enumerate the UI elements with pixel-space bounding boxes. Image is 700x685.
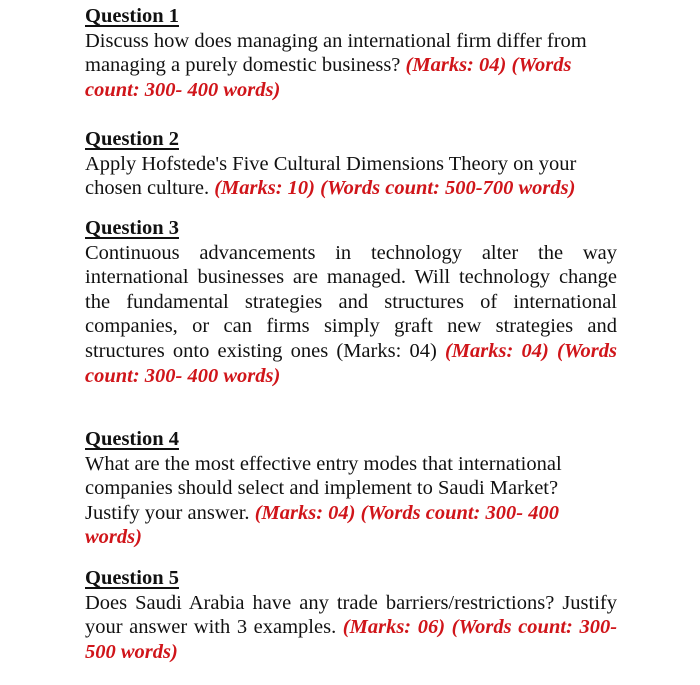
question-2-text: Apply Hofstede's Five Cultural Dimensions Theory on your chosen culture. — [85, 152, 577, 200]
question-4 — [85, 427, 617, 550]
question-4-marks: (Marks: 04) (Words count: 300- 400 words) — [85, 501, 559, 549]
question-4-text: What are the most effective entry modes that international companies should select and implement to Saudi Market? Justify your answer. — [85, 452, 562, 524]
question-3-marks: (Marks: 04) (Words count: 300- 400 words) — [85, 339, 617, 387]
question-3-text: Continuous advancements in technology alter the way international businesses are managed. Will technology change the fundamental strategies and structures of international companies, or can firms simply graft new strategies and structures onto existing ones (Marks: 04) — [85, 241, 617, 362]
question-4-title: Question 4 — [85, 428, 179, 450]
question-1-text: Discuss how does managing an international firm differ from managing a purely domestic business? — [85, 29, 587, 77]
question-2-marks: (Marks: 10) (Words count: 500-700 words) — [214, 177, 576, 200]
question-1-title: Question 1 — [85, 5, 179, 27]
question-4-body — [85, 452, 617, 550]
question-3-body — [85, 241, 617, 389]
question-2-body — [85, 152, 617, 201]
question-3 — [85, 216, 617, 388]
question-3-title: Question 3 — [85, 217, 179, 239]
question-1 — [85, 4, 617, 102]
question-1-body — [85, 29, 617, 103]
question-5-title: Question 5 — [85, 567, 179, 589]
question-5-marks: (Marks: 06) (Words count: 300- 500 words) — [85, 616, 618, 663]
question-5 — [85, 566, 617, 664]
question-1-marks: (Marks: 04) (Words count: 300- 400 words) — [85, 54, 572, 101]
question-2-title: Question 2 — [85, 128, 179, 150]
question-5-text: Does Saudi Arabia have any trade barriers/restrictions? Justify your answer with 3 examples. — [85, 591, 617, 639]
question-5-body — [85, 591, 617, 665]
question-2 — [85, 127, 617, 201]
